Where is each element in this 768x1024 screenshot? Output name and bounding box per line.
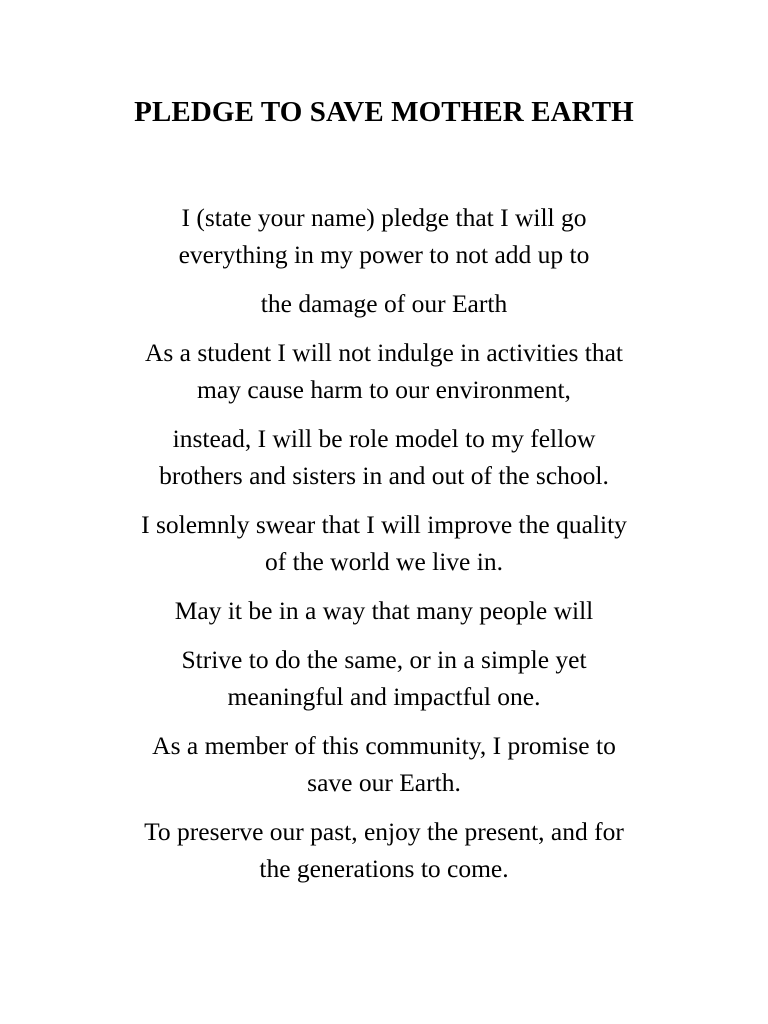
document-title: PLEDGE TO SAVE MOTHER EARTH [134,96,634,128]
pledge-body [60,199,708,899]
pledge-paragraph-1: I (state your name) pledge that I will go everything in my power to not add up to [178,203,590,269]
pledge-paragraph-9: To preserve our past, enjoy the present, and for the generations to come. [144,817,624,883]
pledge-paragraph-8: As a member of this community, I promise to save our Earth. [152,731,616,797]
pledge-paragraph-2: the damage of our Earth [260,289,508,318]
pledge-paragraph-7: Strive to do the same, or in a simple yet meaningful and impactful one. [181,645,587,711]
pledge-paragraph-4: instead, I will be role model to my fellow brothers and sisters in and out of the school. [159,424,609,490]
pledge-paragraph-3: As a student I will not indulge in activities that may cause harm to our environment, [144,338,624,404]
pledge-paragraph-6: May it be in a way that many people will [174,596,594,625]
pledge-paragraph-5: I solemnly swear that I will improve the quality of the world we live in. [141,510,627,576]
